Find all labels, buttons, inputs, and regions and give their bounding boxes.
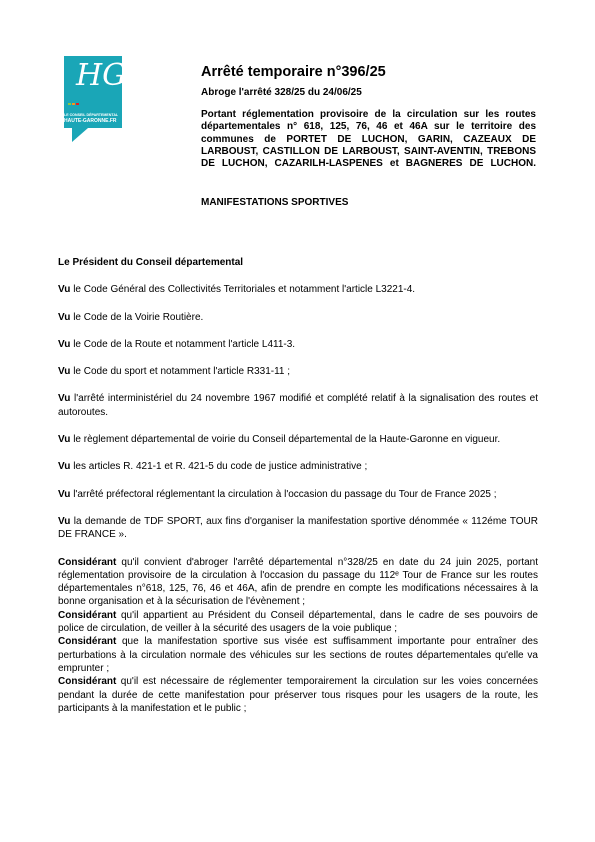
considerant-keyword: Considérant [58, 676, 117, 688]
considerant-text: que la manifestation sportive sus visée est suffisamment importante pour entraîner des perturbations à la circulation normale des véhicules sur les sections de routes départementales qu'elle va emprunter ; [58, 636, 538, 674]
vu-paragraph [58, 392, 538, 419]
vu-keyword: Vu [58, 366, 71, 378]
vu-keyword: Vu [58, 338, 71, 350]
department-logo [62, 56, 127, 142]
vu-paragraph [58, 515, 538, 542]
vu-keyword: Vu [58, 284, 71, 296]
vu-paragraph [58, 311, 538, 324]
logo-line-2: HAUTE-GARONNE.FR [64, 118, 117, 124]
considerant-paragraph [58, 635, 538, 675]
decree-object: Portant réglementation provisoire de la circulation sur les routes départementales n° 618, 125, 76, 46 et 46A sur le territoire des communes de PORTET DE LUCHON, GARIN, CAZEAUX DE LARBOUST, CASTILLON DE LARBOUST, SAINT-AVENTIN, TREBONS DE LUCHON, CAZARILH-LASPENES et BAGNERES DE LUCHON. [201, 109, 536, 170]
vu-paragraph [58, 433, 538, 446]
considerant-keyword: Considérant [58, 556, 117, 568]
vu-keyword: Vu [58, 434, 71, 446]
vu-paragraph [58, 488, 538, 501]
vu-text: l'arrêté interministériel du 24 novembre 1967 modifié et complété relatif à la signalisation des routes et autoroutes. [58, 393, 538, 418]
logo-line-1: LE CONSEIL DÉPARTEMENTAL [64, 113, 119, 117]
considerant-text: qu'il appartient au Président du Conseil départemental, dans le cadre de ses pouvoirs de police de circulation, de veiller à la sécurité des usagers de la voie publique ; [58, 609, 538, 635]
vu-keyword: Vu [58, 488, 71, 500]
president-heading: Le Président du Conseil départemental [58, 257, 244, 268]
vu-text: le règlement départemental de voirie du Conseil départemental de la Haute-Garonne en vigueur. [70, 434, 501, 446]
considerant-text: qu'il convient d'abroger l'arrêté départemental n°328/25 en date du 24 juin 2025, portant réglementation provisoire de la circulation à l'occasion du passage du 112ᵉ Tour de France sur les routes départementales n°618, 125, 76, 46 et 46A, afin de prendre en compte les modifications nécessaires à la bonne organisation et à la sécurisation de l'évènement ; [58, 556, 538, 608]
considerant-paragraph [58, 556, 538, 609]
vu-text: le Code de la Route et notamment l'article L411-3. [70, 338, 296, 350]
vu-keyword: Vu [58, 461, 71, 473]
decree-category: MANIFESTATIONS SPORTIVES [201, 196, 349, 208]
vu-text: l'arrêté préfectoral réglementant la circulation à l'occasion du passage du Tour de France 2025 ; [70, 488, 497, 500]
considerant-keyword: Considérant [58, 609, 117, 621]
vu-text: la demande de TDF SPORT, aux fins d'organiser la manifestation sportive dénommée « 112éme TOUR DE FRANCE ». [58, 515, 538, 541]
vu-keyword: Vu [58, 393, 71, 405]
logo-monogram: HG [76, 58, 127, 93]
vu-text: le Code Général des Collectivités Territoriales et notamment l'article L3221-4. [70, 284, 416, 296]
vu-keyword: Vu [58, 311, 71, 323]
vu-paragraph [58, 283, 538, 296]
decree-body [58, 256, 538, 715]
vu-text: le Code du sport et notamment l'article R331-11 ; [70, 366, 291, 378]
vu-text: les articles R. 421-1 et R. 421-5 du code de justice administrative ; [70, 461, 368, 473]
decree-subtitle: Abroge l'arrêté 328/25 du 24/06/25 [201, 87, 362, 98]
vu-keyword: Vu [58, 515, 71, 527]
vu-paragraph [58, 365, 538, 378]
considerant-paragraph [58, 609, 538, 636]
vu-paragraph [58, 460, 538, 473]
considerant-text: qu'il est nécessaire de réglementer temporairement la circulation sur les voies concernées pendant la durée de cette manifestation pour préserver tous risques pour les usagers de la route, les participants à la manifestation et le public ; [58, 676, 538, 714]
considerant-keyword: Considérant [58, 636, 117, 648]
decree-title: Arrêté temporaire n°396/25 [201, 64, 386, 80]
vu-paragraph [58, 338, 538, 351]
considerant-paragraph [58, 675, 538, 715]
vu-text: le Code de la Voirie Routière. [70, 311, 204, 323]
decree-header [201, 63, 536, 209]
